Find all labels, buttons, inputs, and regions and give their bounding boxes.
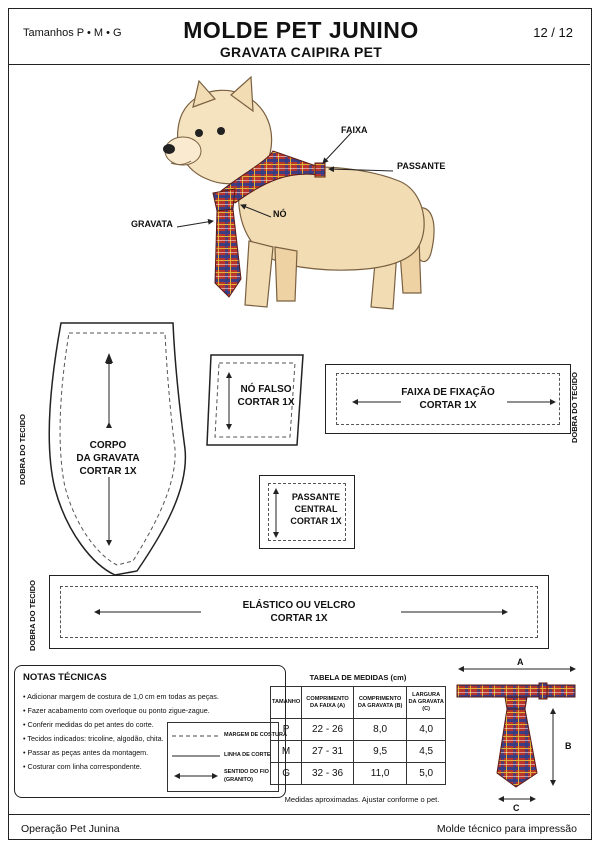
page-subtitle: GRAVATA CAIPIRA PET bbox=[219, 44, 383, 60]
fold-label-corpo: DOBRA DO TECIDO bbox=[17, 414, 27, 485]
table-row: M 27 - 31 9,5 4,5 bbox=[271, 741, 446, 763]
fold-label-faixa: DOBRA DO TECIDO bbox=[569, 372, 579, 443]
footer-divider bbox=[9, 814, 590, 815]
dimension-b: B bbox=[565, 741, 572, 751]
table-title: TABELA DE MEDIDAS (cm) bbox=[309, 673, 407, 682]
footer-right: Molde técnico para impressão bbox=[436, 823, 577, 835]
legend-seam: MARGEM DE COSTURA bbox=[172, 729, 276, 743]
solid-line-icon bbox=[172, 754, 220, 758]
fold-label-elastico: DOBRA DO TECIDO bbox=[27, 580, 37, 651]
callout-passante: PASSANTE bbox=[397, 161, 446, 171]
dimension-a: A bbox=[517, 657, 524, 667]
label-elastico-velcro: ELÁSTICO OU VELCRO CORTAR 1X bbox=[242, 600, 356, 624]
pattern-page bbox=[8, 8, 592, 840]
label-faixa-fixacao: FAIXA DE FIXAÇÃO CORTAR 1X bbox=[401, 387, 495, 411]
note-item: • Costurar com linha correspondente. bbox=[23, 762, 142, 771]
dog-illustration bbox=[149, 71, 449, 321]
measurements-table bbox=[270, 686, 446, 785]
dimension-c: C bbox=[513, 803, 520, 813]
legend-grain: SENTIDO DO FIO (GRANITO) bbox=[172, 769, 276, 789]
table-row: P 22 - 26 8,0 4,0 bbox=[271, 719, 446, 741]
tie-dimension-diagram bbox=[449, 655, 589, 815]
page-title: MOLDE PET JUNINO bbox=[183, 17, 419, 43]
legend-cut: LINHA DE CORTE bbox=[172, 749, 276, 763]
header-divider bbox=[9, 64, 590, 65]
technical-notes-box bbox=[14, 665, 286, 798]
footer-left: Operação Pet Junina bbox=[21, 823, 120, 835]
table-note: Medidas aproximadas. Ajustar conforme o pet. bbox=[284, 795, 440, 804]
table-header-row: TAMANHO COMPRIMENTO DA FAIXA (A) COMPRIMENTO DA GRAVATA (B) LARGURA DA GRAVATA (C) bbox=[271, 687, 446, 719]
label-passante-central: PASSANTE CENTRAL CORTAR 1X bbox=[290, 492, 342, 526]
callout-faixa: FAIXA bbox=[341, 125, 368, 135]
callout-no: NÓ bbox=[273, 209, 287, 219]
callout-gravata: GRAVATA bbox=[131, 219, 173, 229]
table-row: G 32 - 36 11,0 5,0 bbox=[271, 763, 446, 785]
note-item: • Conferir medidas do pet antes do corte. bbox=[23, 720, 154, 729]
notes-list bbox=[23, 690, 219, 774]
line-legend bbox=[167, 722, 287, 792]
note-item: • Passar as peças antes da montagem. bbox=[23, 748, 149, 757]
note-item: • Tecidos indicados: tricoline, algodão, chita. bbox=[23, 734, 164, 743]
label-no-falso: NÓ FALSO CORTAR 1X bbox=[237, 384, 295, 408]
note-item: • Adicionar margem de costura de 1,0 cm em todas as peças. bbox=[23, 692, 219, 701]
sizes-label: Tamanhos P • M • G bbox=[23, 27, 122, 39]
dashed-line-icon bbox=[172, 734, 220, 738]
note-item: • Fazer acabamento com overloque ou ponto zigue-zague. bbox=[23, 706, 210, 715]
notes-title: NOTAS TÉCNICAS bbox=[23, 672, 107, 683]
grain-arrow-passante bbox=[271, 487, 281, 539]
double-arrow-icon bbox=[172, 772, 220, 780]
page-number: 12 / 12 bbox=[533, 25, 573, 40]
label-corpo-gravata: CORPO DA GRAVATA CORTAR 1X bbox=[76, 440, 140, 477]
